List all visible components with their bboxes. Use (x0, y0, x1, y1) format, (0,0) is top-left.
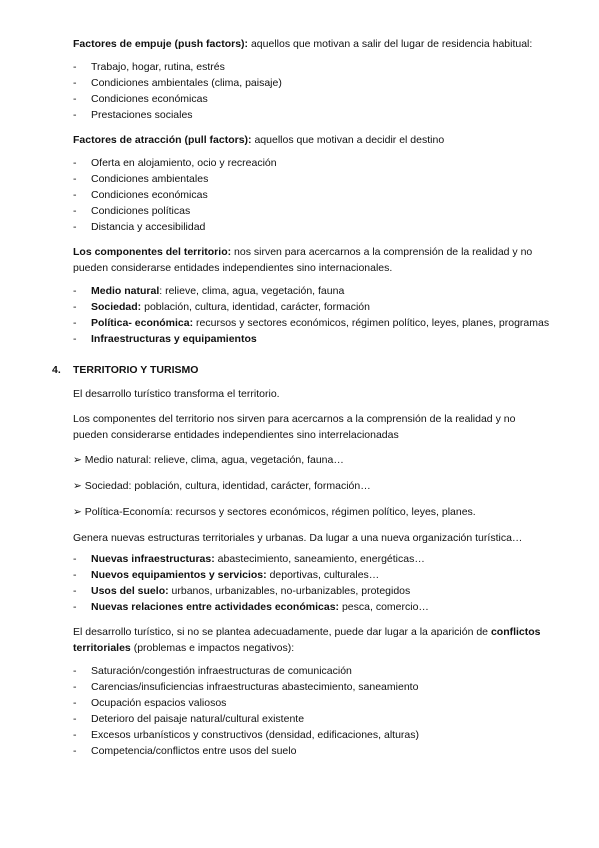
components-paragraph-line1: Los componentes del territorio: nos sirven para acercarnos a la comprensión de la realidad y no (73, 246, 533, 258)
push-desc: aquellos que motivan a salir del lugar de residencia habitual: (248, 38, 533, 50)
document-page: Factores de empuje (push factors): aquellos que motivan a salir del lugar de residencia habitual: - Trabajo, hogar, rutina, estrés - Condiciones ambientales (clima, paisaje) - Condiciones económicas - Prestaciones sociales Factores de atracción (pull factors): aquellos que motivan a decidir el destino - Oferta en alojamiento, ocio y recreación - Condiciones ambientales - Condiciones económicas - Condiciones políticas - Distancia y accesibilidad Los componentes del territorio: nos sirven para acercarnos a la comprensión de la realidad y no pueden considerarse entidades independientes sino internacionales. - Medio natural: relieve, clima, agua, vegetación, fauna - Sociedad: población, cultura, identidad, carácter, formación - Política- económica: recursos y sectores económicos, régimen político, leyes, planes, programas - Infraestructuras y equipamientos 4. TERRITORIO Y TURISMO El desarrollo turístico transforma el territorio. Los componentes del territorio nos sirven para acercarnos a la comprensión de la realidad y no pueden considerarse entidades independientes sino interrelacionadas ➢ Medio natural: relieve, clima, agua, vegetación, fauna… ➢ Sociedad: población, cultura, identidad, carácter, formación… ➢ Política-Economía: recursos y sectores económicos, régimen político, leyes, planes. Genera nuevas estructuras territoriales y urbanas. Da lugar a una nueva organización turística… - Nuevas infraestructuras: abastecimiento, saneamiento, energéticas… - Nuevos equipamientos y servicios: deportivas, culturales… - Usos del suelo: urbanos, urbanizables, no-urbanizables, protegidos - Nuevas relaciones entre actividades económicas: pesca, comercio… El desarrollo turístico, si no se plantea adecuadamente, puede dar lugar a la aparición de conflictos territoriales (problemas e impactos negativos): - Saturación/congestión infraestructuras de comunicación - Carencias/insuficiencias infraestructuras abastecimiento, saneamiento - Ocupación espacios valiosos - Deterioro del paisaje natural/cultural existente - Excesos urbanísticos y constructivos (densidad, edificaciones, alturas) - Competencia/conflictos entre usos del suelo (52, 38, 550, 757)
pull-title: Factores de atracción (pull factors): (73, 134, 252, 146)
section-number: 4. (52, 364, 61, 376)
arrow-item: ➢ Medio natural: relieve, clima, agua, vegetación, fauna… (73, 454, 344, 466)
pull-desc: aquellos que motivan a decidir el destino (251, 134, 445, 146)
arrow-item: ➢ Sociedad: población, cultura, identidad, carácter, formación… (73, 480, 371, 492)
territory-components-line1: Los componentes del territorio nos sirven para acercarnos a la comprensión de la realidad y no (73, 413, 516, 425)
components-title: Los componentes del territorio: (73, 246, 232, 258)
territory-components-line2: pueden considerarse entidades independientes sino interrelacionadas (73, 429, 399, 441)
genera-paragraph: Genera nuevas estructuras territoriales y urbanas. Da lugar a una nueva organización turística… (73, 532, 523, 544)
arrow-item: ➢ Política-Economía: recursos y sectores económicos, régimen político, leyes, planes. (73, 506, 476, 518)
section-heading (52, 362, 198, 378)
pull-factors-heading (73, 132, 444, 148)
push-factors-heading (73, 36, 532, 52)
conflicts-paragraph-line1: El desarrollo turístico, si no se plantea adecuadamente, puede dar lugar a la aparición de conflictos (73, 626, 541, 638)
section-intro: El desarrollo turístico transforma el territorio. (73, 388, 280, 400)
push-title: Factores de empuje (push factors): (73, 38, 249, 50)
conflicts-paragraph-line2: territoriales (problemas e impactos negativos): (73, 642, 295, 654)
components-paragraph-line2: pueden considerarse entidades independientes sino internacionales. (73, 262, 393, 274)
section-title: TERRITORIO Y TURISMO (73, 364, 199, 376)
